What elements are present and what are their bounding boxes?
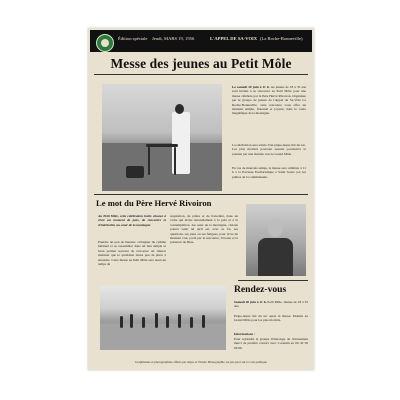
rdv-info-label: Informations :: [234, 332, 256, 336]
word-section-title: Le mot du Père Hervé Rivoiron: [96, 198, 212, 208]
rdv-details: Pique-nique tiré du sac après la messe. Montée au Grand Môle pour les plus motivés.: [234, 314, 308, 323]
intro-date: Le samedi 20 juin à 11 h: [232, 85, 269, 89]
picnic-paragraph: La célébration sera suivie d'un pique-nique tiré du sac. Les plus motivés pourront ensuite poursuivre la journée par une montée vers le Grand Môle.: [232, 143, 306, 156]
issue-date: Jeudi, MARS 19, 1956: [152, 36, 195, 41]
place-label: (La Roche-Bonneville): [260, 36, 303, 41]
intro-paragraph: [232, 85, 306, 116]
rdv-place: , Petit Môle. Jeunes de 18 à 35 ans.: [234, 300, 308, 309]
title-rule: [94, 74, 308, 75]
footer-credit: Graphismes et photographies offerts par Alpes et Nature Photographie, ne pas jeter sur la voie publique: [135, 360, 267, 364]
rdv-date: Samedi 20 juin à 11 h: [234, 300, 266, 304]
priest-portrait-photo: [246, 204, 306, 276]
rdv-when: [234, 300, 308, 309]
group-mountain-photo: [100, 286, 226, 350]
rdv-info-text: Pour rejoindre le groupe WhatsApp de l'évènement merci de prendre contact avec Corentin au 06 43 59 66 99.: [234, 337, 308, 350]
priest-altar-photo: [102, 84, 222, 191]
word-paragraph-1: Prendre un peu de hauteur, s'éloigner du rythme habituel et se rassembler dans un lieu simple et beau permet souvent de retrouver un silence intérieur que le quotidien laisse peu de place à entendre. Cette messe au Petit Môle sera aussi un temps de: [98, 240, 166, 267]
bad-weather-paragraph: En cas de mauvais temps, la messe sera célébrée à 11 h à la Paroisse Eucharistique à Saint Jeoire par les prêtres de la communauté.: [232, 166, 306, 179]
rdv-section-title: Rendez-vous: [234, 284, 287, 295]
edition-label: Édition spéciale: [118, 36, 148, 41]
page-title: Messe des jeunes au Petit Môle: [110, 56, 292, 71]
paper-brand: L'APPEL DE SA-VOIX: [210, 36, 258, 41]
newspaper-page: [88, 28, 314, 370]
word-lead: Au Petit Môle, cette célébration invite chacun à vivre un moment de paix, de rencontre et d'intériorité, au cœur de la montagne.: [98, 214, 166, 227]
section-rule-1: [94, 194, 308, 195]
intro-text: , les jeunes de 18 à 35 ans sont invités à se retrouver au Petit Môle pour une messe célébrée par le Père Hervé Rivoiron. Organisée par le groupe de jeunes de l'Appel de Sa-Voix La Roche-Bonneville, cette rencontre vous offre un moment simple, fraternel et joyeux, dans le cadre magnifique de la montagne.: [232, 85, 306, 116]
section-rule-2: [238, 280, 308, 281]
word-paragraph-2: respiration, de prière et de fraternité, dans un cadre qui invite naturellement à la paix et à la contemplation. Au cœur de la montagne, chacun pourra venir tel qu'il est, avec sa foi, ses questions, ses joies ou ses fatigues, pour vivre un moment vrai, porté par la rencontre, l'écoute et la présence de Dieu.: [170, 214, 238, 245]
masthead-bar: [90, 30, 312, 52]
parish-logo-icon: [96, 34, 114, 52]
